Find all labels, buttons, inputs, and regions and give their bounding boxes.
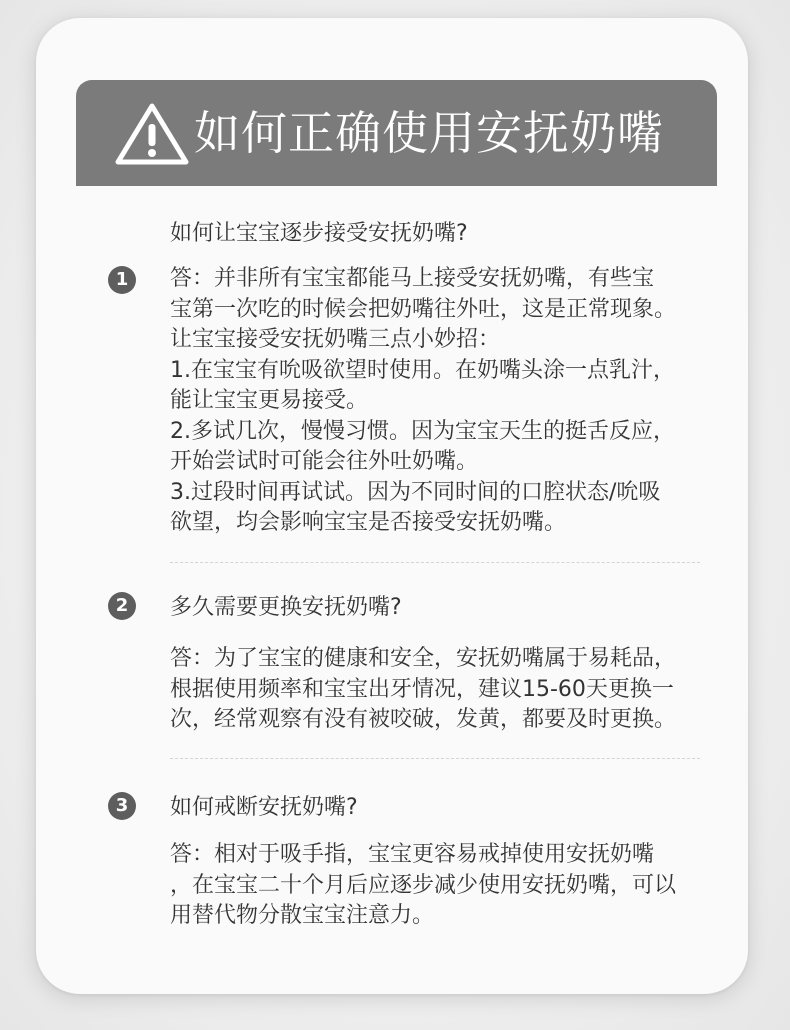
step-number-badge-3: 3: [108, 792, 136, 820]
answer-line: 2.多试几次，慢慢习惯。因为宝宝天生的挺舌反应，: [170, 418, 675, 444]
step-number-badge-2: 2: [108, 592, 136, 620]
page-title: 如何正确使用安抚奶嘴: [194, 106, 664, 160]
answer-1: [170, 264, 715, 539]
answer-line: 欲望，均会影响宝宝是否接受安抚奶嘴。: [170, 510, 567, 535]
answer-line: 答：并非所有宝宝都能马上接受安抚奶嘴，有些宝: [170, 266, 655, 291]
answer-line: 答：为了宝宝的健康和安全，安抚奶嘴属于易耗品，: [170, 646, 677, 671]
answer-line: 根据使用频率和宝宝出牙情况，建议15-60天更换一: [170, 676, 674, 702]
answer-3: [170, 840, 715, 932]
answer-line: 宝第一次吃的时候会把奶嘴往外吐，这是正常现象。: [170, 296, 677, 322]
answer-2: [170, 644, 715, 736]
answer-line: 次，经常观察有没有被咬破，发黄，都要及时更换。: [170, 707, 677, 732]
warning-triangle-icon: [114, 102, 190, 166]
answer-line: ，在宝宝二十个月后应逐步减少使用安抚奶嘴，可以: [170, 872, 677, 898]
question-3: 如何戒断安抚奶嘴?: [170, 795, 358, 820]
answer-line: 能让宝宝更易接受。: [170, 388, 369, 413]
section-divider: [170, 758, 700, 759]
question-2: 多久需要更换安抚奶嘴?: [170, 595, 402, 620]
answer-line: 答：相对于吸手指，宝宝更容易戒掉使用安抚奶嘴: [170, 842, 655, 867]
answer-line: 让宝宝接受安抚奶嘴三点小妙招：: [170, 327, 501, 352]
section-divider: [170, 562, 700, 563]
step-number-badge-1: 1: [108, 266, 136, 294]
question-1: 如何让宝宝逐步接受安抚奶嘴?: [170, 221, 468, 246]
answer-line: 1.在宝宝有吮吸欲望时使用。在奶嘴头涂一点乳汁，: [170, 357, 675, 383]
title-banner: [76, 80, 717, 186]
answer-line: 开始尝试时可能会往外吐奶嘴。: [170, 449, 479, 474]
answer-line: 用替代物分散宝宝注意力。: [170, 903, 435, 928]
answer-line: 3.过段时间再试试。因为不同时间的口腔状态/吮吸: [170, 479, 661, 505]
